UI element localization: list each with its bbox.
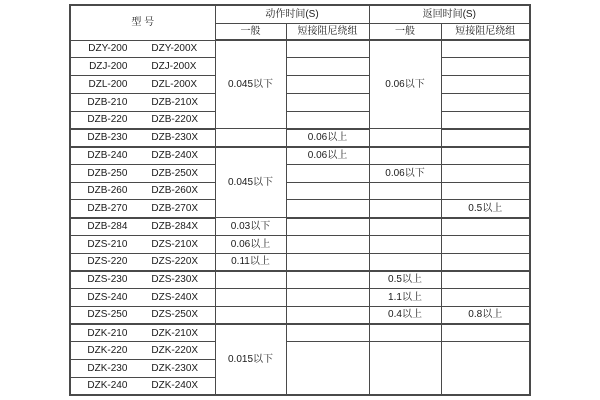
cell-return-damping	[441, 111, 530, 129]
cell-model	[70, 360, 215, 378]
model-name: DZK-220	[87, 345, 128, 357]
cell-model	[70, 306, 215, 324]
model-name: DZB-210	[87, 96, 128, 108]
header-action-time: 动作时间(S)	[215, 5, 369, 23]
cell-action-general: 0.045以下	[215, 147, 286, 218]
table-row	[70, 306, 530, 324]
model-name: DZY-200	[88, 43, 128, 55]
cell-return-damping	[441, 93, 530, 111]
table-row	[70, 271, 530, 289]
cell-model	[70, 289, 215, 307]
table-row	[70, 218, 530, 236]
cell-action-damping	[286, 342, 369, 395]
cell-return-damping	[441, 235, 530, 253]
table-row	[70, 342, 530, 360]
cell-action-damping	[286, 253, 369, 271]
cell-model	[70, 324, 215, 342]
model-name: DZB-230	[87, 132, 128, 144]
cell-model	[70, 40, 215, 58]
cell-return-damping	[441, 58, 530, 76]
table-row	[70, 253, 530, 271]
cell-return-general	[369, 235, 441, 253]
cell-return-general: 0.5以上	[369, 271, 441, 289]
cell-return-damping	[441, 40, 530, 58]
relay-timing-table	[69, 4, 531, 396]
table-row	[70, 147, 530, 165]
table-row	[70, 40, 530, 58]
cell-model	[70, 271, 215, 289]
model-name: DZB-240	[87, 150, 128, 162]
cell-return-damping	[441, 164, 530, 182]
model-name: DZB-284X	[151, 221, 199, 233]
cell-action-general: 0.015以下	[215, 324, 286, 395]
model-name: DZS-240X	[151, 291, 199, 303]
header-row-1	[70, 5, 530, 23]
model-name: DZL-200X	[151, 78, 197, 90]
table-row	[70, 129, 530, 147]
cell-return-damping	[441, 182, 530, 200]
cell-model	[70, 182, 215, 200]
cell-action-general: 0.06以上	[215, 235, 286, 253]
table-row	[70, 182, 530, 200]
model-name: DZL-200	[88, 78, 128, 90]
model-name: DZS-250	[87, 309, 128, 321]
cell-model	[70, 218, 215, 236]
header-return-damping: 短接阻尼绕组	[441, 23, 530, 40]
model-name: DZB-250X	[151, 167, 199, 179]
model-name: DZB-260X	[151, 185, 199, 197]
cell-return-general: 1.1以上	[369, 289, 441, 307]
table-row	[70, 324, 530, 342]
cell-return-general: 0.4以上	[369, 306, 441, 324]
model-name: DZK-240	[87, 380, 128, 392]
cell-action-damping	[286, 111, 369, 129]
cell-action-damping	[286, 235, 369, 253]
cell-action-damping	[286, 164, 369, 182]
model-name: DZB-230X	[151, 132, 199, 144]
model-name: DZS-240	[87, 291, 128, 303]
cell-action-damping	[286, 58, 369, 76]
cell-model	[70, 76, 215, 94]
table-row	[70, 289, 530, 307]
cell-return-damping	[441, 271, 530, 289]
model-name: DZB-240X	[151, 150, 199, 162]
model-name: DZS-220	[87, 256, 128, 268]
cell-action-damping	[286, 93, 369, 111]
table-row	[70, 76, 530, 94]
cell-model	[70, 235, 215, 253]
header-action-general: 一般	[215, 23, 286, 40]
model-name: DZS-230	[87, 274, 128, 286]
cell-action-damping	[286, 324, 369, 342]
cell-return-damping: 0.8以上	[441, 306, 530, 324]
cell-action-damping	[286, 271, 369, 289]
cell-return-general	[369, 147, 441, 165]
cell-model	[70, 129, 215, 147]
cell-return-general	[369, 253, 441, 271]
model-name: DZB-250	[87, 167, 128, 179]
header-action-damping: 短接阻尼绕组	[286, 23, 369, 40]
cell-action-damping: 0.06以上	[286, 129, 369, 147]
header-return-time: 返回时间(S)	[369, 5, 530, 23]
cell-model	[70, 164, 215, 182]
cell-return-damping	[441, 218, 530, 236]
model-name: DZB-220	[87, 114, 128, 126]
model-name: DZJ-200X	[151, 61, 197, 73]
cell-return-damping	[441, 129, 530, 147]
cell-action-general	[215, 289, 286, 307]
cell-action-damping	[286, 182, 369, 200]
model-name: DZS-220X	[151, 256, 199, 268]
cell-action-general: 0.045以下	[215, 40, 286, 129]
model-name: DZB-284	[87, 221, 128, 233]
cell-return-general	[369, 342, 441, 395]
model-name: DZK-220X	[151, 345, 199, 357]
cell-return-damping	[441, 289, 530, 307]
cell-model	[70, 93, 215, 111]
cell-model	[70, 111, 215, 129]
cell-action-damping	[286, 40, 369, 58]
cell-model	[70, 200, 215, 218]
cell-model	[70, 377, 215, 395]
header-model: 型 号	[70, 5, 215, 40]
table-row	[70, 111, 530, 129]
cell-return-general	[369, 218, 441, 236]
cell-action-damping: 0.06以上	[286, 147, 369, 165]
model-name: DZK-230X	[151, 362, 199, 374]
cell-return-damping	[441, 342, 530, 395]
model-name: DZB-220X	[151, 114, 199, 126]
cell-action-general	[215, 129, 286, 147]
model-name: DZS-250X	[151, 309, 199, 321]
cell-model	[70, 147, 215, 165]
cell-action-damping	[286, 200, 369, 218]
cell-model	[70, 253, 215, 271]
cell-action-damping	[286, 289, 369, 307]
cell-action-general	[215, 271, 286, 289]
cell-return-damping	[441, 76, 530, 94]
cell-action-damping	[286, 218, 369, 236]
header-return-general: 一般	[369, 23, 441, 40]
table-row	[70, 93, 530, 111]
cell-return-general: 0.06以下	[369, 40, 441, 129]
table-row	[70, 58, 530, 76]
model-name: DZY-200X	[151, 43, 198, 55]
model-name: DZK-210	[87, 327, 128, 339]
cell-action-general	[215, 306, 286, 324]
cell-action-damping	[286, 306, 369, 324]
cell-return-general	[369, 324, 441, 342]
cell-return-general	[369, 182, 441, 200]
model-name: DZK-240X	[151, 380, 199, 392]
cell-return-general: 0.06以下	[369, 164, 441, 182]
model-name: DZB-270	[87, 202, 128, 214]
cell-return-damping	[441, 324, 530, 342]
model-name: DZK-230	[87, 362, 128, 374]
table-row	[70, 235, 530, 253]
model-name: DZS-210X	[151, 238, 199, 250]
table-row	[70, 164, 530, 182]
cell-action-general: 0.11以上	[215, 253, 286, 271]
model-name: DZB-260	[87, 185, 128, 197]
model-name: DZS-210	[87, 238, 128, 250]
cell-return-general	[369, 200, 441, 218]
cell-return-damping	[441, 147, 530, 165]
cell-return-general	[369, 129, 441, 147]
model-name: DZB-270X	[151, 202, 199, 214]
cell-return-damping: 0.5以上	[441, 200, 530, 218]
model-name: DZS-230X	[151, 274, 199, 286]
model-name: DZB-210X	[151, 96, 199, 108]
cell-action-general: 0.03以下	[215, 218, 286, 236]
model-name: DZJ-200	[89, 61, 128, 73]
cell-action-damping	[286, 76, 369, 94]
model-name: DZK-210X	[151, 327, 199, 339]
cell-model	[70, 342, 215, 360]
table-row	[70, 200, 530, 218]
cell-model	[70, 58, 215, 76]
cell-return-damping	[441, 253, 530, 271]
